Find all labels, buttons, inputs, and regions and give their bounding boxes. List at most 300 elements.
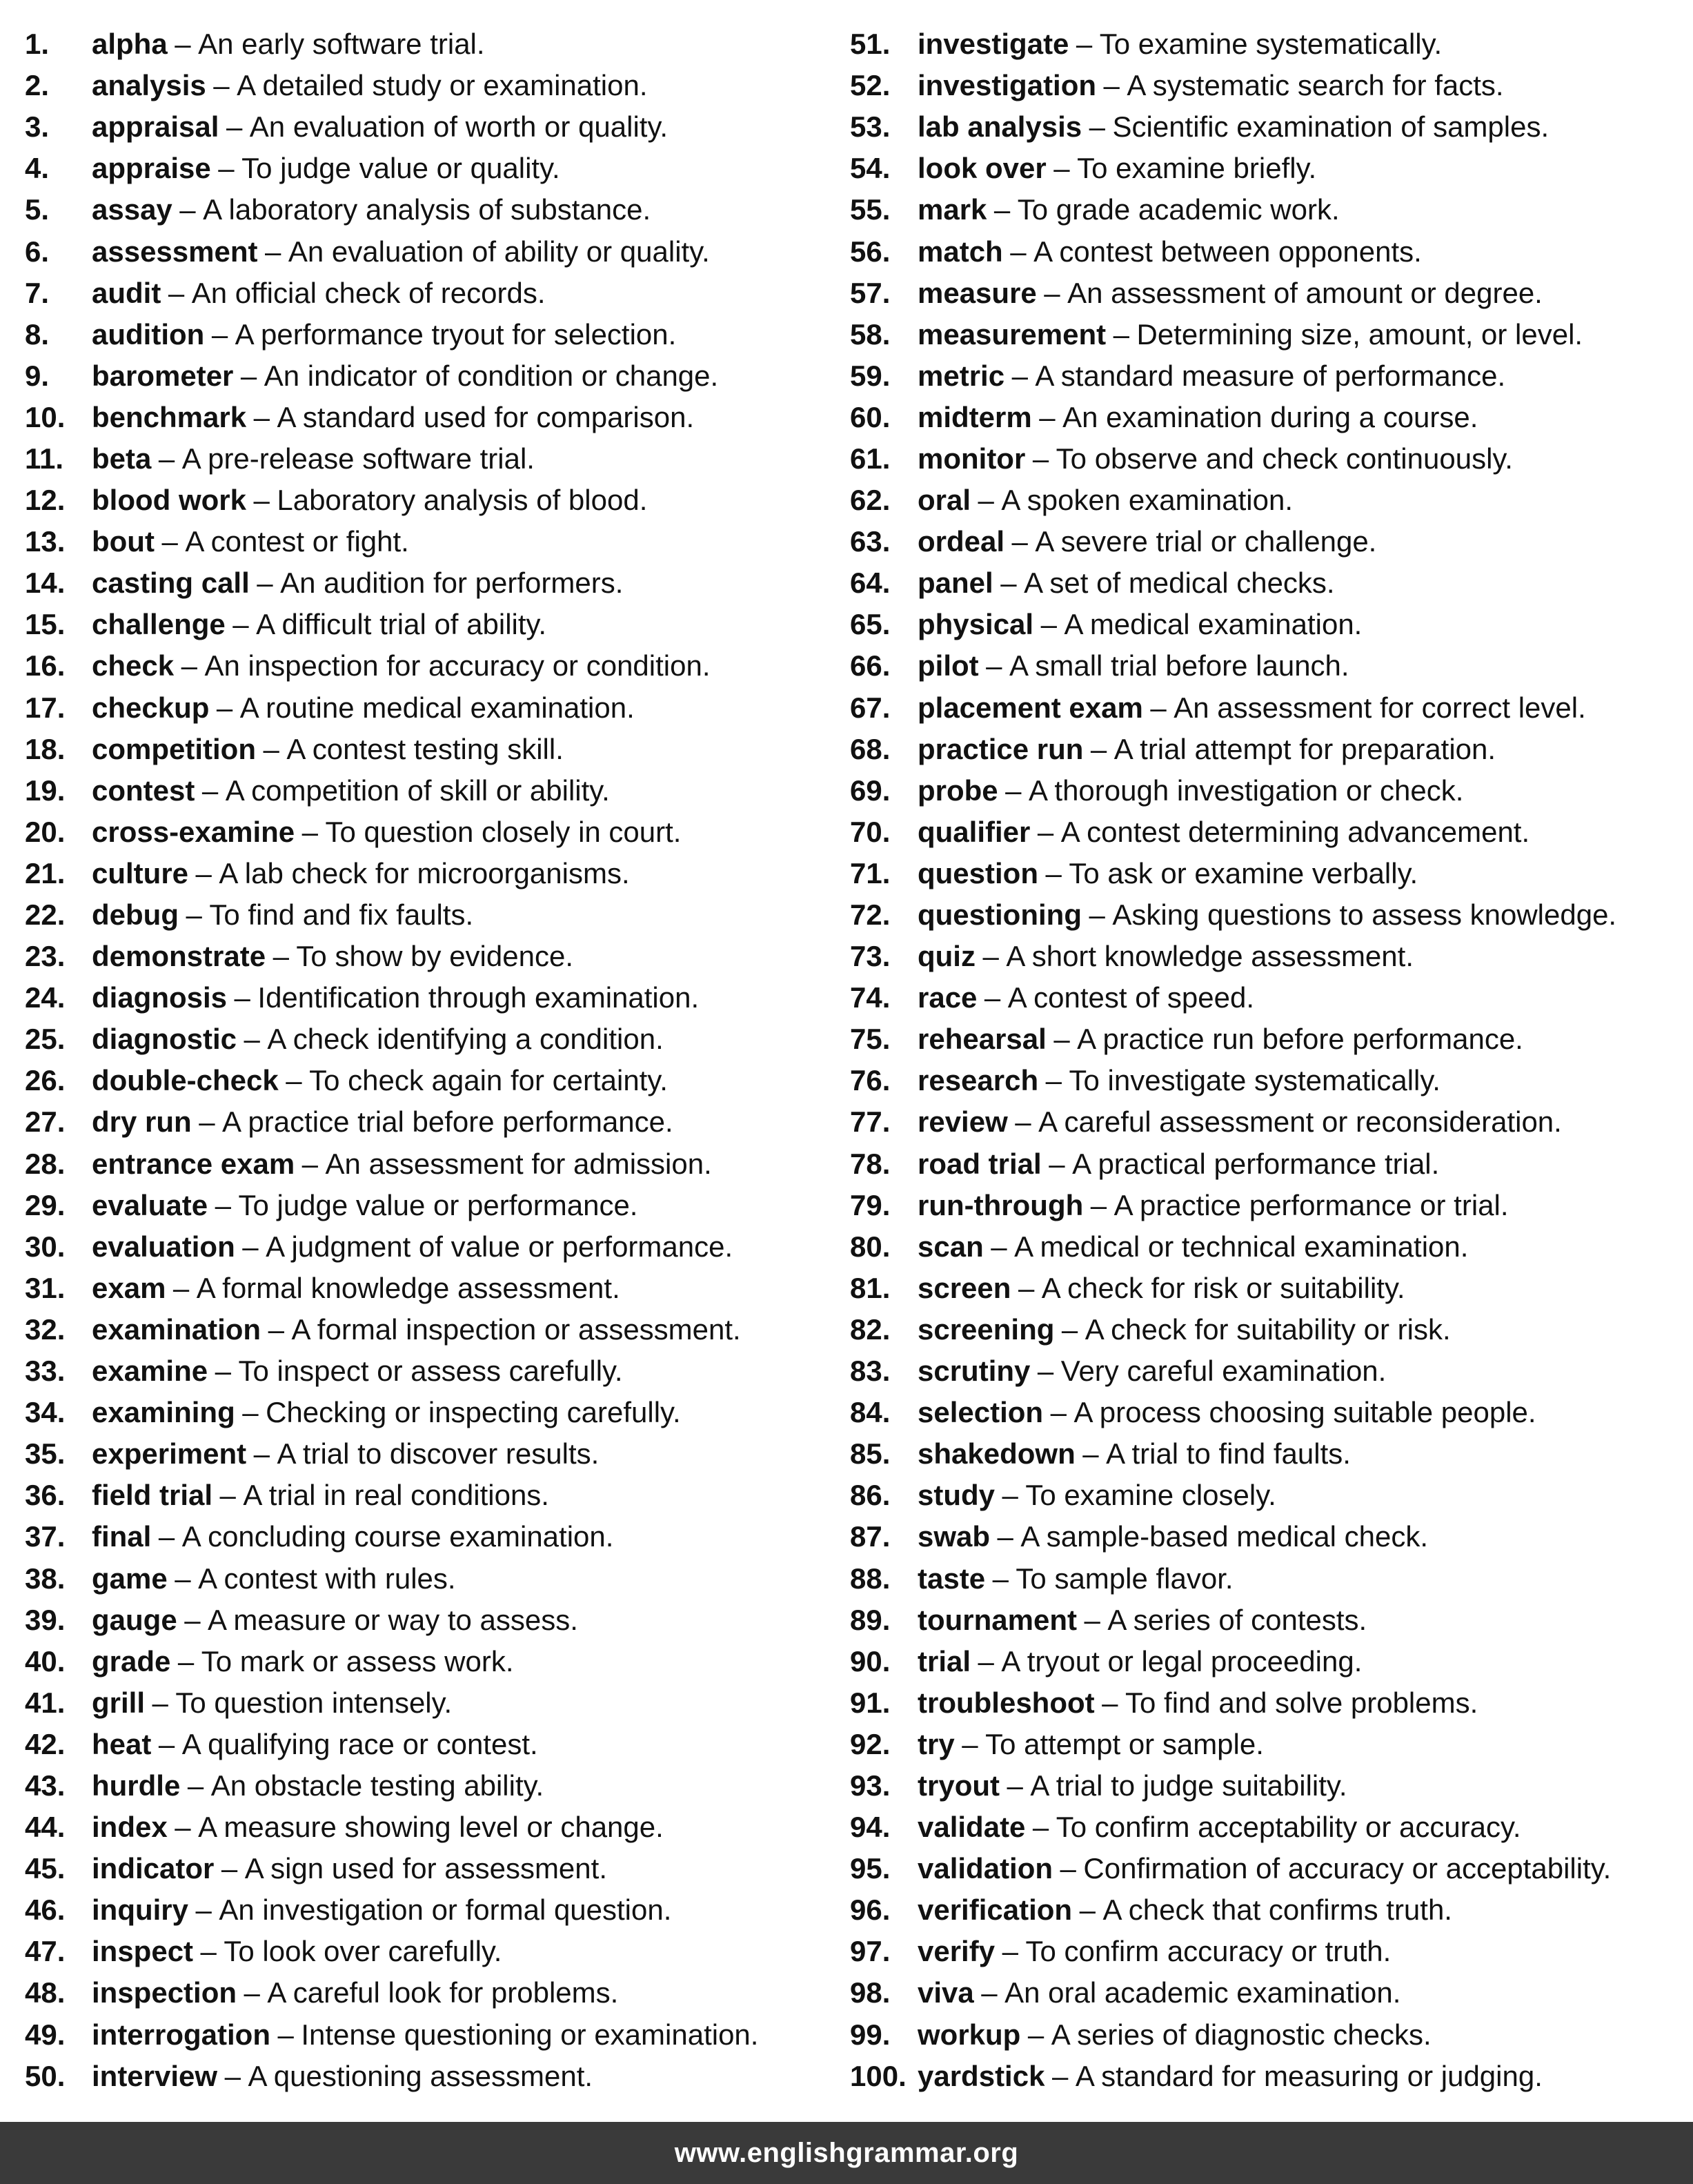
item-term: blood work (92, 484, 246, 517)
item-number: 72. (850, 898, 891, 932)
item-separator: – (1060, 1852, 1076, 1885)
item-term: investigate (918, 28, 1069, 61)
item-separator: – (200, 1935, 217, 1968)
item-number: 96. (850, 1893, 891, 1927)
item-separator: – (215, 1188, 231, 1221)
item-definition: A check for risk or suitability. (1041, 1271, 1405, 1304)
item-separator: – (152, 1686, 168, 1719)
item-term: checkup (92, 691, 210, 724)
item-number: 16. (25, 649, 66, 682)
list-item (850, 1226, 1678, 1268)
item-separator: – (242, 1396, 259, 1429)
item-separator: – (175, 28, 191, 61)
item-number: 9. (25, 359, 50, 392)
list-item (850, 1268, 1678, 1309)
list-item (25, 894, 825, 936)
item-separator: – (195, 856, 212, 889)
item-number: 17. (25, 691, 66, 724)
item-definition: A sign used for assessment. (244, 1852, 607, 1885)
list-item (850, 106, 1678, 148)
item-term: tryout (918, 1769, 1000, 1802)
item-definition: A contest between opponents. (1033, 235, 1422, 268)
item-number: 35. (25, 1437, 66, 1470)
list-item (25, 1268, 825, 1309)
list-item (25, 1309, 825, 1350)
item-definition: An indicator of condition or change. (264, 359, 719, 392)
item-term: bout (92, 525, 155, 558)
item-term: alpha (92, 28, 168, 61)
item-separator: – (1045, 856, 1062, 889)
item-number: 25. (25, 1023, 66, 1056)
list-item (25, 1557, 825, 1599)
item-term: verify (918, 1935, 996, 1968)
item-number: 85. (850, 1437, 891, 1470)
list-item (25, 230, 825, 272)
item-separator: – (986, 649, 1002, 682)
item-separator: – (240, 359, 257, 392)
item-definition: To find and fix faults. (209, 898, 474, 932)
list-item (850, 273, 1678, 314)
item-definition: A questioning assessment. (248, 2059, 593, 2092)
list-item (850, 1475, 1678, 1516)
list-item (25, 1392, 825, 1433)
item-term: midterm (918, 400, 1032, 433)
item-definition: A contest or fight. (185, 525, 409, 558)
item-term: challenge (92, 608, 226, 641)
item-definition: A contest determining advancement. (1060, 815, 1530, 848)
item-number: 84. (850, 1396, 891, 1429)
item-definition: A series of diagnostic checks. (1051, 2018, 1432, 2051)
item-separator: – (201, 774, 219, 807)
item-term: look over (918, 152, 1047, 185)
item-term: assessment (92, 235, 258, 268)
word-list-column-left (25, 23, 825, 2097)
item-term: metric (918, 359, 1005, 392)
item-term: interview (92, 2059, 218, 2092)
item-definition: A laboratory analysis of substance. (203, 193, 651, 226)
item-separator: – (244, 1976, 260, 2009)
list-item (25, 106, 825, 148)
item-definition: An inspection for accuracy or condition. (204, 649, 711, 682)
list-item (850, 1641, 1678, 1682)
list-item (25, 1019, 825, 1060)
item-term: selection (918, 1396, 1044, 1429)
item-number: 80. (850, 1230, 891, 1263)
item-definition: A measure showing level or change. (198, 1811, 664, 1844)
item-separator: – (1037, 1355, 1054, 1388)
item-term: final (92, 1520, 152, 1553)
item-term: monitor (918, 442, 1026, 475)
item-separator: – (234, 981, 250, 1014)
list-item (25, 604, 825, 645)
item-term: investigation (918, 69, 1097, 102)
list-item (850, 65, 1678, 106)
item-number: 15. (25, 608, 66, 641)
item-definition: Checking or inspecting carefully. (266, 1396, 681, 1429)
footer-bar (0, 2122, 1693, 2184)
item-definition: Identification through examination. (257, 981, 700, 1014)
list-item (25, 1101, 825, 1143)
item-number: 48. (25, 1976, 66, 2009)
item-number: 71. (850, 856, 891, 889)
item-definition: A check for suitability or risk. (1085, 1312, 1451, 1346)
item-term: appraise (92, 152, 211, 185)
item-definition: To show by evidence. (296, 940, 573, 973)
item-definition: A trial attempt for preparation. (1113, 732, 1496, 765)
list-item (25, 1848, 825, 1889)
list-item (25, 853, 825, 894)
item-number: 37. (25, 1520, 66, 1553)
list-item (850, 811, 1678, 853)
item-definition: Asking questions to assess knowledge. (1112, 898, 1617, 932)
item-number: 40. (25, 1644, 66, 1678)
item-term: culture (92, 856, 189, 889)
list-item (25, 645, 825, 687)
item-definition: A practical performance trial. (1072, 1147, 1440, 1180)
item-number: 8. (25, 317, 50, 351)
item-definition: To find and solve problems. (1125, 1686, 1478, 1719)
item-term: diagnostic (92, 1023, 237, 1056)
item-term: evaluate (92, 1188, 208, 1221)
item-separator: – (1044, 276, 1060, 309)
item-term: field trial (92, 1479, 213, 1512)
item-term: try (918, 1727, 955, 1760)
item-separator: – (161, 525, 178, 558)
item-term: panel (918, 567, 993, 600)
item-number: 34. (25, 1396, 66, 1429)
item-term: screening (918, 1312, 1055, 1346)
item-definition: To investigate systematically. (1069, 1064, 1440, 1097)
list-item (25, 1682, 825, 1724)
list-item (850, 1309, 1678, 1350)
item-term: race (918, 981, 978, 1014)
item-term: match (918, 235, 1003, 268)
item-number: 33. (25, 1355, 66, 1388)
item-term: indicator (92, 1852, 215, 1885)
list-item (25, 397, 825, 438)
list-item (850, 1889, 1678, 1931)
item-definition: A careful look for problems. (267, 1976, 619, 2009)
item-number: 60. (850, 400, 891, 433)
item-term: examination (92, 1312, 261, 1346)
item-number: 18. (25, 732, 66, 765)
item-separator: – (1007, 1769, 1023, 1802)
item-separator: – (1032, 1811, 1049, 1844)
list-item (850, 604, 1678, 645)
item-number: 43. (25, 1769, 66, 1802)
item-definition: A sample-based medical check. (1020, 1520, 1429, 1553)
item-separator: – (1005, 774, 1022, 807)
item-number: 46. (25, 1893, 66, 1927)
list-item (25, 1516, 825, 1557)
list-item (25, 1807, 825, 1848)
item-separator: – (195, 1893, 212, 1927)
list-item (25, 438, 825, 480)
list-item (850, 1972, 1678, 2014)
item-term: screen (918, 1271, 1011, 1304)
item-separator: – (1011, 525, 1028, 558)
list-item (850, 1600, 1678, 1641)
item-number: 24. (25, 981, 66, 1014)
list-item (850, 1143, 1678, 1185)
item-separator: – (1089, 110, 1105, 144)
item-term: assay (92, 193, 172, 226)
item-number: 62. (850, 484, 891, 517)
item-separator: – (1103, 69, 1120, 102)
item-definition: A tryout or legal proceeding. (1001, 1644, 1363, 1678)
item-definition: A series of contests. (1107, 1603, 1367, 1636)
item-definition: A concluding course examination. (181, 1520, 614, 1553)
item-number: 98. (850, 1976, 891, 2009)
list-item (850, 2014, 1678, 2056)
list-item (850, 1807, 1678, 1848)
list-item (25, 770, 825, 811)
item-separator: – (1090, 732, 1107, 765)
list-item (850, 521, 1678, 562)
list-item (25, 936, 825, 977)
item-number: 53. (850, 110, 891, 144)
item-definition: A trial to discover results. (277, 1437, 600, 1470)
item-term: double-check (92, 1064, 279, 1097)
item-definition: A process choosing suitable people. (1073, 1396, 1536, 1429)
item-definition: A contest testing skill. (286, 732, 564, 765)
item-term: grade (92, 1644, 171, 1678)
item-separator: – (253, 400, 270, 433)
item-number: 58. (850, 317, 891, 351)
item-separator: – (1061, 1312, 1078, 1346)
item-definition: A difficult trial of ability. (256, 608, 547, 641)
item-term: placement exam (918, 691, 1143, 724)
item-term: grill (92, 1686, 146, 1719)
item-term: check (92, 649, 175, 682)
item-definition: Very careful examination. (1060, 1355, 1387, 1388)
item-term: run-through (918, 1188, 1084, 1221)
item-separator: – (158, 1520, 175, 1553)
item-number: 76. (850, 1064, 891, 1097)
list-item (850, 562, 1678, 604)
item-definition: A trial to judge suitability. (1030, 1769, 1347, 1802)
item-number: 44. (25, 1811, 66, 1844)
item-separator: – (213, 69, 230, 102)
item-definition: An assessment for correct level. (1174, 691, 1586, 724)
item-number: 31. (25, 1271, 66, 1304)
item-separator: – (265, 235, 281, 268)
list-item (850, 314, 1678, 355)
item-separator: – (218, 152, 235, 185)
item-separator: – (1051, 2059, 1069, 2092)
item-separator: – (216, 691, 233, 724)
item-term: oral (918, 484, 971, 517)
list-item (25, 273, 825, 314)
list-item (25, 1641, 825, 1682)
item-number: 52. (850, 69, 891, 102)
item-number: 94. (850, 1811, 891, 1844)
list-item (25, 355, 825, 397)
item-separator: – (179, 193, 196, 226)
item-number: 5. (25, 193, 50, 226)
item-term: measure (918, 276, 1037, 309)
item-number: 10. (25, 400, 66, 433)
item-term: audit (92, 276, 161, 309)
item-separator: – (1027, 2018, 1044, 2051)
item-number: 7. (25, 276, 50, 309)
item-number: 90. (850, 1644, 891, 1678)
list-item (850, 645, 1678, 687)
list-item (25, 687, 825, 729)
item-definition: An investigation or formal question. (219, 1893, 672, 1927)
item-separator: – (992, 1562, 1009, 1595)
item-separator: – (1102, 1686, 1118, 1719)
list-item (25, 1600, 825, 1641)
list-item (850, 729, 1678, 770)
item-number: 13. (25, 525, 66, 558)
item-term: contest (92, 774, 195, 807)
footer-website-link[interactable]: www.englishgrammar.org (674, 2137, 1019, 2168)
item-definition: To observe and check continuously. (1056, 442, 1513, 475)
item-definition: A detailed study or examination. (237, 69, 648, 102)
item-separator: – (1082, 1437, 1099, 1470)
item-definition: To grade academic work. (1017, 193, 1340, 226)
list-item (850, 1682, 1678, 1724)
item-term: entrance exam (92, 1147, 295, 1180)
item-definition: A standard for measuring or judging. (1075, 2059, 1543, 2092)
list-item (850, 770, 1678, 811)
list-item (850, 230, 1678, 272)
list-item (25, 977, 825, 1019)
list-item (25, 1350, 825, 1392)
list-item (25, 521, 825, 562)
item-number: 99. (850, 2018, 891, 2051)
item-number: 11. (25, 442, 64, 475)
item-separator: – (1018, 1271, 1035, 1304)
word-list-column-right (850, 23, 1678, 2097)
item-term: mark (918, 193, 987, 226)
item-number: 3. (25, 110, 50, 144)
item-definition: A careful assessment or reconsideration. (1038, 1105, 1562, 1139)
list-item (850, 23, 1678, 65)
list-item (25, 562, 825, 604)
item-definition: A trial to find faults. (1106, 1437, 1351, 1470)
item-term: exam (92, 1271, 166, 1304)
item-definition: A small trial before launch. (1009, 649, 1349, 682)
item-separator: – (219, 1479, 236, 1512)
item-definition: A contest of speed. (1007, 981, 1255, 1014)
item-separator: – (997, 1520, 1013, 1553)
item-number: 2. (25, 69, 50, 102)
item-definition: A check that confirms truth. (1102, 1893, 1452, 1927)
item-separator: – (981, 1976, 998, 2009)
item-separator: – (301, 815, 319, 848)
list-item (25, 1724, 825, 1765)
item-number: 21. (25, 856, 66, 889)
item-definition: A qualifying race or contest. (181, 1727, 538, 1760)
item-separator: – (1049, 1147, 1065, 1180)
item-definition: To judge value or quality. (241, 152, 560, 185)
list-item (850, 1350, 1678, 1392)
item-separator: – (1053, 152, 1070, 185)
item-number: 6. (25, 235, 50, 268)
item-separator: – (1010, 235, 1027, 268)
item-separator: – (273, 940, 289, 973)
item-term: questioning (918, 898, 1082, 932)
item-term: scan (918, 1230, 984, 1263)
item-number: 79. (850, 1188, 891, 1221)
list-item (850, 1392, 1678, 1433)
item-definition: A check identifying a condition. (267, 1023, 664, 1056)
item-definition: An assessment of amount or degree. (1067, 276, 1543, 309)
item-definition: To check again for certainty. (309, 1064, 668, 1097)
item-number: 100. (850, 2059, 907, 2092)
item-separator: – (244, 1023, 260, 1056)
item-separator: – (1089, 898, 1105, 932)
item-number: 65. (850, 608, 891, 641)
item-term: experiment (92, 1437, 247, 1470)
item-definition: Laboratory analysis of blood. (277, 484, 648, 517)
item-separator: – (224, 2059, 241, 2092)
item-term: practice run (918, 732, 1084, 765)
item-definition: To ask or examine verbally. (1069, 856, 1418, 889)
item-separator: – (242, 1230, 259, 1263)
item-number: 42. (25, 1727, 66, 1760)
item-term: gauge (92, 1603, 177, 1636)
list-item (25, 1972, 825, 2014)
item-number: 59. (850, 359, 891, 392)
list-item (850, 936, 1678, 977)
item-separator: – (991, 1230, 1007, 1263)
item-separator: – (982, 940, 999, 973)
list-item (25, 729, 825, 770)
item-term: debug (92, 898, 179, 932)
list-item (850, 1557, 1678, 1599)
list-item (850, 1060, 1678, 1101)
item-number: 67. (850, 691, 891, 724)
item-definition: An audition for performers. (280, 567, 624, 600)
list-item (25, 1765, 825, 1807)
item-definition: To inspect or assess carefully. (238, 1355, 623, 1388)
list-item (25, 189, 825, 230)
list-item (25, 2014, 825, 2056)
item-separator: – (232, 608, 249, 641)
list-item (25, 1433, 825, 1475)
item-separator: – (1000, 567, 1017, 600)
item-term: probe (918, 774, 998, 807)
item-definition: To sample flavor. (1016, 1562, 1234, 1595)
item-definition: An examination during a course. (1062, 400, 1478, 433)
item-number: 50. (25, 2059, 66, 2092)
item-definition: Scientific examination of samples. (1112, 110, 1550, 144)
item-definition: To examine briefly. (1077, 152, 1317, 185)
item-number: 27. (25, 1105, 66, 1139)
item-separator: – (186, 898, 202, 932)
item-number: 36. (25, 1479, 66, 1512)
item-separator: – (175, 1562, 191, 1595)
item-number: 45. (25, 1852, 66, 1885)
list-item (25, 1226, 825, 1268)
item-definition: Intense questioning or examination. (301, 2018, 759, 2051)
item-number: 68. (850, 732, 891, 765)
item-definition: To confirm accuracy or truth. (1025, 1935, 1392, 1968)
list-item (25, 23, 825, 65)
list-item (25, 1475, 825, 1516)
item-number: 86. (850, 1479, 891, 1512)
item-separator: – (1150, 691, 1167, 724)
item-definition: To question closely in court. (325, 815, 682, 848)
item-number: 57. (850, 276, 891, 309)
item-number: 12. (25, 484, 66, 517)
list-item (25, 1143, 825, 1185)
item-definition: A short knowledge assessment. (1006, 940, 1414, 973)
item-term: hurdle (92, 1769, 181, 1802)
